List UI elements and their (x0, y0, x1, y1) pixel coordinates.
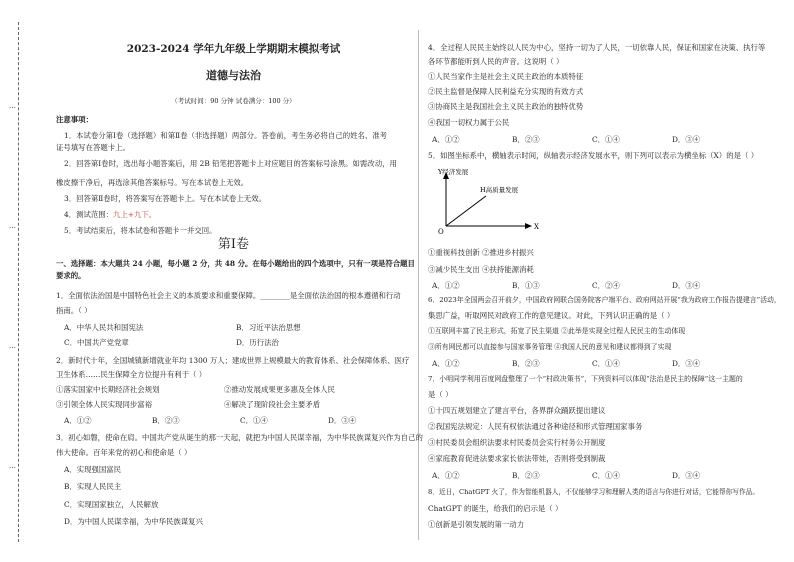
question-1-cont: 指南。（ ） (56, 306, 92, 315)
option[interactable]: D．③④ (672, 135, 701, 144)
option[interactable]: B．实现人民民主 (64, 482, 122, 491)
question-3-cont: 伟大使命。百年来党的初心和使命是（ ） (56, 448, 192, 457)
q1-options-row (56, 337, 411, 348)
option[interactable]: C．①④ (592, 359, 620, 368)
margin-label: … (9, 462, 16, 470)
option[interactable]: D．历行法治 (236, 338, 279, 347)
section-instruction: 一、选择题：本大题共 24 小题，每小题 2 分，共 48 分。在每小题给出的四个选项中，只有一项是符合题目 (56, 259, 415, 268)
note-line: 证号填写在答题卡上。 (56, 143, 130, 152)
x-arrow (525, 223, 532, 229)
option[interactable]: C．①④ (592, 135, 620, 144)
statement: ④解决了现阶段社会主要矛盾 (224, 400, 321, 409)
question-8-cont: ChatGPT 的诞生，给我们的启示是（ ） (428, 504, 563, 513)
statement: ③村民委员会组织法要求村民委员会实行村务公开制度 (428, 438, 606, 447)
q4-answers-row (428, 134, 768, 145)
statement: ①互联网丰富了民主形式，拓宽了民主渠道 ②此举是实现全过程人民民主的生动体现 (428, 327, 686, 335)
x-axis-label: X (534, 223, 539, 231)
question-7: 7．小明同学利用百度网盘整理了一个“村政决策书”，下列资料可以体现“法治是民主的保障”这一主题的 (428, 375, 743, 383)
statement: ①十四五规划建立了建言平台，各界群众踊跃提出建议 (428, 406, 606, 415)
option[interactable]: C．实现国家独立，人民解放 (64, 500, 159, 509)
note-line: 2．回答第Ⅰ卷时，选出每小题答案后，用 2B 铅笔把答题卡上对应题目的答案标号涂黑。如需改动，用 (64, 159, 397, 168)
question-4: 4．全过程人民民主始终以人民为中心，坚持一切为了人民，一切依靠人民，保证和国家在决策、执行等 (428, 43, 766, 52)
question-2: 2．新时代十年，全国城镇新增就业年均 1300 万人；建成世界上规模最大的教育体系、社会保障体系、医疗 (56, 356, 410, 365)
option[interactable]: A．实现强国富民 (64, 465, 122, 474)
question-6-cont: 集思广益，听取网民对政府工作的意见建议。对此，下列认识正确的是（ ） (428, 311, 675, 320)
origin-label: O (438, 228, 444, 236)
option[interactable]: A．①② (432, 135, 460, 144)
question-1: 1．全面依法治国是中国特色社会主义的本质要求和重要保障。________是全面依法治国的根本遵循和行动 (56, 291, 401, 300)
option[interactable]: A．①② (64, 416, 92, 425)
binding-margin (8, 22, 22, 542)
statement: ①落实国家中长期经济社会规划 (56, 385, 160, 394)
question-7-cont: 是（ ） (428, 390, 453, 399)
statement: ②民主监督是保障人民利益充分实现的有效方式 (428, 87, 584, 96)
statement: ③减少民生支出 ④扶持能源消耗 (428, 265, 534, 274)
option[interactable]: B．②③ (512, 359, 540, 368)
statement: ②推动发展成果更多惠及全体人民 (224, 385, 335, 394)
statement: ①重视科技创新 ②推进乡村振兴 (428, 248, 534, 257)
statement: ③引领全体人民实现同步富裕 (56, 400, 153, 409)
statement: ①创新是引领发展的第一动力 (428, 520, 525, 529)
question-5: 5．如图坐标系中，横轴表示时间，纵轴表示经济发展水平，则下列可以表示为横坐标（X）的是（ ） (428, 151, 759, 160)
note-line: 5．考试结束后，将本试卷和答题卡一并交回。 (64, 226, 217, 235)
option[interactable]: D．③④ (672, 471, 701, 480)
margin-label: … (9, 102, 16, 110)
question-8: 8．近日，ChatGPT 火了，作为智能机器人，不仅能够学习和理解人类的语言与你进行对话，它能帮你写作品。 (428, 488, 760, 496)
option[interactable]: B．②③ (152, 416, 180, 425)
statement: ④我国一切权力属于公民 (428, 118, 510, 127)
note-line: 3．回答第Ⅱ卷时，将答案写在答题卡上。写在本试卷上无效。 (64, 194, 266, 203)
section-title: 第Ⅰ卷 (217, 237, 250, 252)
growth-line (446, 196, 486, 226)
option[interactable]: C．中国共产党党章 (64, 338, 129, 347)
section-instruction: 要求的。 (56, 271, 86, 280)
question-2-cont: 卫生体系……民生保障全方位提升有利于（ ） (56, 370, 207, 379)
option[interactable]: A．中华人民共和国宪法 (64, 323, 144, 332)
note-line: 橡皮擦干净后，再选涂其他答案标号。写在本试卷上无效。 (56, 178, 249, 187)
q2-statements-row (56, 399, 411, 410)
column-divider (418, 30, 419, 540)
q2-statements-row (56, 384, 411, 395)
margin-label: … (9, 222, 16, 230)
subject-title: 道德与法治 (206, 69, 261, 82)
option[interactable]: D．为中国人民谋幸福，为中华民族谋复兴 (64, 517, 203, 526)
question-3: 3．初心如磐，使命在肩。中国共产党从诞生的那一天起，就把为中国人民谋幸福，为中华民族谋复兴作为自己的 (56, 433, 423, 442)
option[interactable]: B．①③ (512, 281, 540, 290)
q1-options-row (56, 322, 411, 333)
question-4-cont: 各环节都能听到人民的声音。这说明（ ） (428, 57, 564, 66)
scope-value: 九上+九下。 (113, 210, 157, 219)
exam-meta: （考试时间：90 分钟 试卷满分：100 分） (171, 97, 296, 105)
q6-answers-row (428, 358, 768, 369)
notes-heading: 注意事项： (56, 115, 93, 124)
option[interactable]: D．③④ (328, 416, 357, 425)
option[interactable]: B．②③ (512, 471, 540, 480)
option[interactable]: B．②③ (512, 135, 540, 144)
option[interactable]: B．习近平法治思想 (236, 323, 301, 332)
curve-label: H高质量发展 (480, 186, 519, 194)
option[interactable]: A．①② (432, 359, 460, 368)
note-line-scope (64, 209, 156, 220)
q5-answers-row (428, 280, 768, 291)
q2-answers-row (56, 415, 411, 426)
exam-title: 2023-2024 学年九年级上学期期末模拟考试 (126, 43, 341, 55)
option[interactable]: C．②④ (592, 281, 620, 290)
option[interactable]: A．①② (432, 281, 460, 290)
option[interactable]: D．③④ (672, 281, 701, 290)
margin-label: … (9, 342, 16, 350)
q5-graph (434, 166, 544, 236)
note-line: 1．本试卷分第Ⅰ卷（选择题）和第Ⅱ卷（非选择题）两部分。答卷前，考生务必将自己的姓名、准考 (64, 131, 388, 140)
question-6: 6．2023年全国两会召开前夕，中国政府网联合国务院客户端平台、政府网站开展“我为政府工作报告提建言”活动， (428, 296, 781, 304)
scope-label: 4．测试范围： (64, 210, 114, 219)
option[interactable]: A．①② (432, 471, 460, 480)
statement: ③协商民主是我国社会主义民主政治的独特优势 (428, 102, 584, 111)
option[interactable]: D．③④ (672, 359, 701, 368)
statement: ④家庭教育促进法要求家长依法带娃，否则将受到制裁 (428, 454, 606, 463)
statement: ①人民当家作主是社会主义民主政治的本质特征 (428, 72, 584, 81)
y-axis-label: Y经济发展 (438, 168, 469, 176)
binding-dashed-line (18, 22, 19, 542)
q7-answers-row (428, 470, 768, 481)
option[interactable]: C．①④ (592, 471, 620, 480)
option[interactable]: C．①④ (240, 416, 268, 425)
statement: ③所有网民都可以直接参与国家事务管理 ④我国人民的意见和建议都得到了实现 (428, 343, 672, 351)
statement: ②我国宪法规定：人民有权依法通过各种途径和形式管理国家事务 (428, 422, 643, 431)
